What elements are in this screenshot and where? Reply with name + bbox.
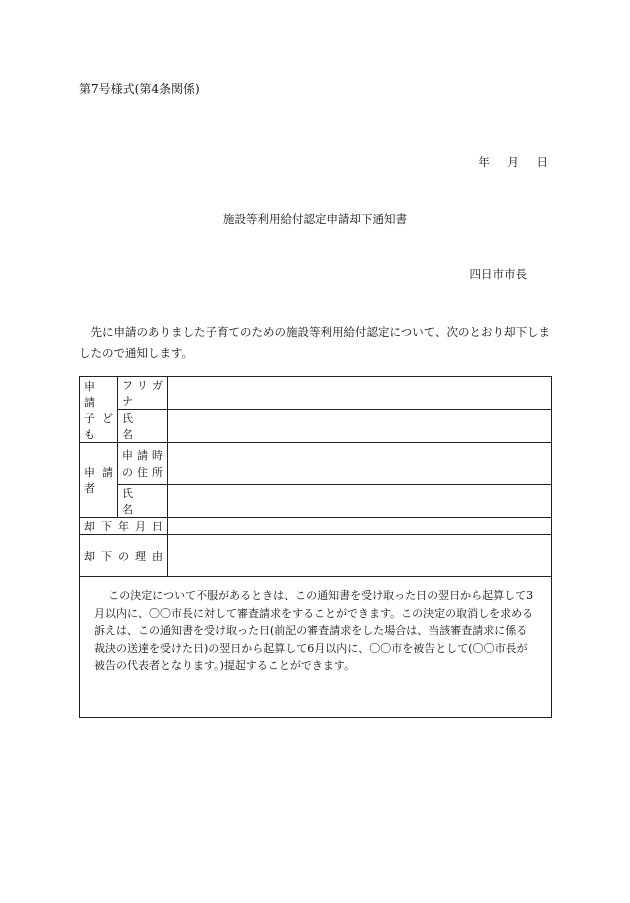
furigana-label: フリガナ [118,377,168,410]
child-name-field[interactable] [168,410,552,443]
address-label [118,443,168,485]
rejection-date-field[interactable] [168,518,552,535]
child-label-line-1: 申 請 [84,379,106,409]
document-title: 施設等利用給付認定申請却下通知書 [223,212,407,226]
rejection-form-table [79,376,552,718]
rejection-reason-label: 却 下 の 理 由 [80,535,168,577]
date-line [464,154,548,170]
child-label-line-2: 子ども [84,411,113,441]
rejection-date-label: 却 下 年 月 日 [80,518,168,535]
applicant-name-field[interactable] [168,485,552,518]
date-month: 月 [507,155,519,169]
applicant-label: 申請者 [80,443,118,518]
address-field[interactable] [168,443,552,485]
child-label [80,377,118,443]
appeal-notice-cell [80,577,552,718]
furigana-field[interactable] [168,377,552,410]
date-year: 年 [478,155,490,169]
child-name-label: 氏 名 [118,410,168,443]
issuer: 四日市市長 [469,267,527,281]
form-number: 第7号様式(第4条関係) [79,82,200,96]
date-day: 日 [536,155,548,169]
applicant-name-label: 氏 名 [118,485,168,518]
appeal-notice: この決定について不服があるときは、この通知書を受け取った日の翌日から起算して3月以内に、〇〇市長に対して審査請求をすることができます。この決定の取消しを求める訴えは、この通知書を受け取った日(前記の審査請求をした場合は、当該審査請求に係る裁決の送達を受けた日)の翌日から起算して6月以内に、〇〇市を被告として(〇〇市長が被告の代表者となります。)提起することができます。 [94,589,534,672]
address-label-line-1: 申 請 時 [122,448,163,462]
body-text: 先に申請のありました子育てのための施設等利用給付認定について、次のとおり却下しましたので通知します。 [79,325,551,360]
rejection-reason-field[interactable] [168,535,552,577]
address-label-line-2: の 住 所 [122,465,163,479]
